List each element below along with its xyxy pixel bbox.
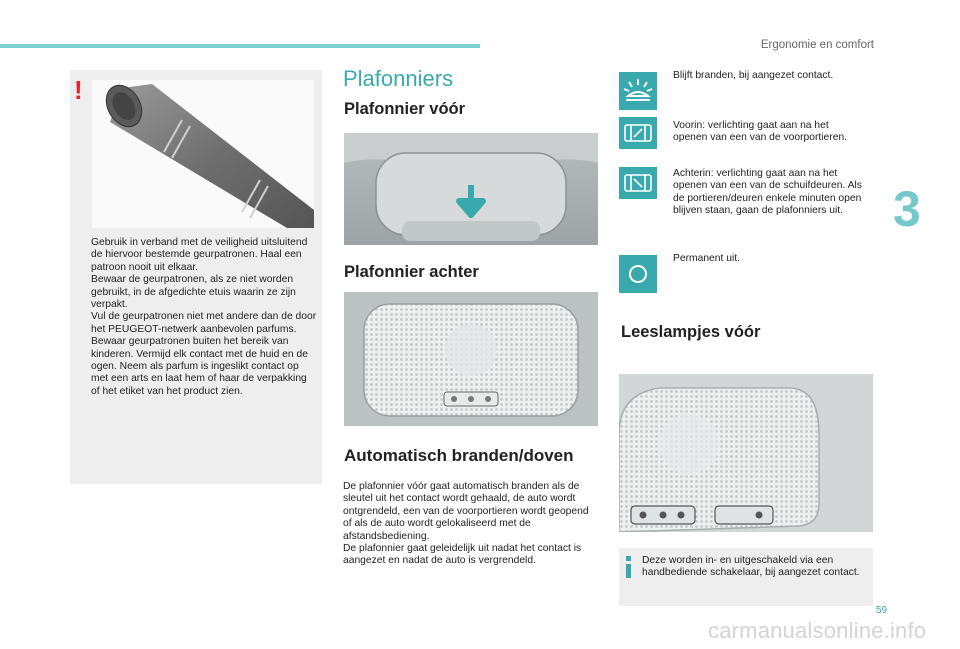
- warning-exclamation-icon: !: [74, 75, 83, 105]
- scent-cartridge-illustration: [92, 80, 314, 228]
- chapter-title: Ergonomie en comfort: [760, 39, 874, 51]
- mode-front-text: Voorin: verlichting gaat aan na het openen van een van de voorportieren.: [673, 120, 848, 144]
- watermark: carmanualsonline.info: [708, 618, 927, 643]
- reading-lights-title: Leeslampjes vóór: [621, 323, 761, 341]
- reading-lights-illustration: [619, 374, 873, 532]
- auto-light-title: Automatisch branden/doven: [344, 446, 574, 465]
- light-off-icon: [619, 255, 657, 293]
- header-accent-bar: [0, 44, 480, 48]
- auto-light-text: De plafonnier vóór gaat automatisch branden als de sleutel uit het contact wordt gehaald, de auto wordt ontgrendeld, een van de voorportieren wordt geopend of als de auto wordt gelokaliseerd met de afstandsbediening. De plafonnier gaat geleidelijk uit nadat het contact is aangezet en nadat de auto is vergrendeld.: [343, 481, 589, 567]
- light-on-icon: [619, 72, 657, 110]
- rear-light-title: Plafonnier achter: [344, 263, 479, 281]
- warning-text: Gebruik in verband met de veiligheid uitsluitend de hiervoor bestemde geurpatronen. Haal een patroon nooit uit elkaar. Bewaar de geurpatronen, als ze niet worden gebruikt, in de afgedichte etuis waarin ze zijn verpakt. Vul de geurpatronen niet met andere dan de door het PEUGEOT-netwerk aanbevolen parfums. Bewaar geurpatronen buiten het bereik van kinderen. Vermijd elk contact met de huid en de ogen. Neem als parfum is ingeslikt contact op met een arts en laat hem of haar de verpakking of het etiket van het product zien.: [91, 237, 317, 397]
- rear-doors-icon: [619, 167, 657, 199]
- chapter-number: 3: [893, 181, 921, 237]
- front-doors-icon: [619, 117, 657, 149]
- section-title: Plafonniers: [343, 66, 454, 91]
- front-light-illustration: [344, 133, 598, 245]
- info-text: Deze worden in- en uitgeschakeld via een handbediende schakelaar, bij aangezet contact.: [642, 555, 860, 579]
- mode-rear-text: Achterin: verlichting gaat aan na het openen van een van de schuifdeuren. Als de portieren/deuren enkele minuten open blijven staan, gaan de plafonniers uit.: [673, 168, 862, 217]
- info-icon: [626, 556, 631, 578]
- front-light-title: Plafonnier vóór: [344, 100, 466, 118]
- rear-light-illustration: [344, 292, 598, 426]
- page-number: 59: [876, 605, 888, 616]
- mode-on-text: Blijft branden, bij aangezet contact.: [673, 70, 834, 81]
- mode-off-text: Permanent uit.: [673, 253, 740, 264]
